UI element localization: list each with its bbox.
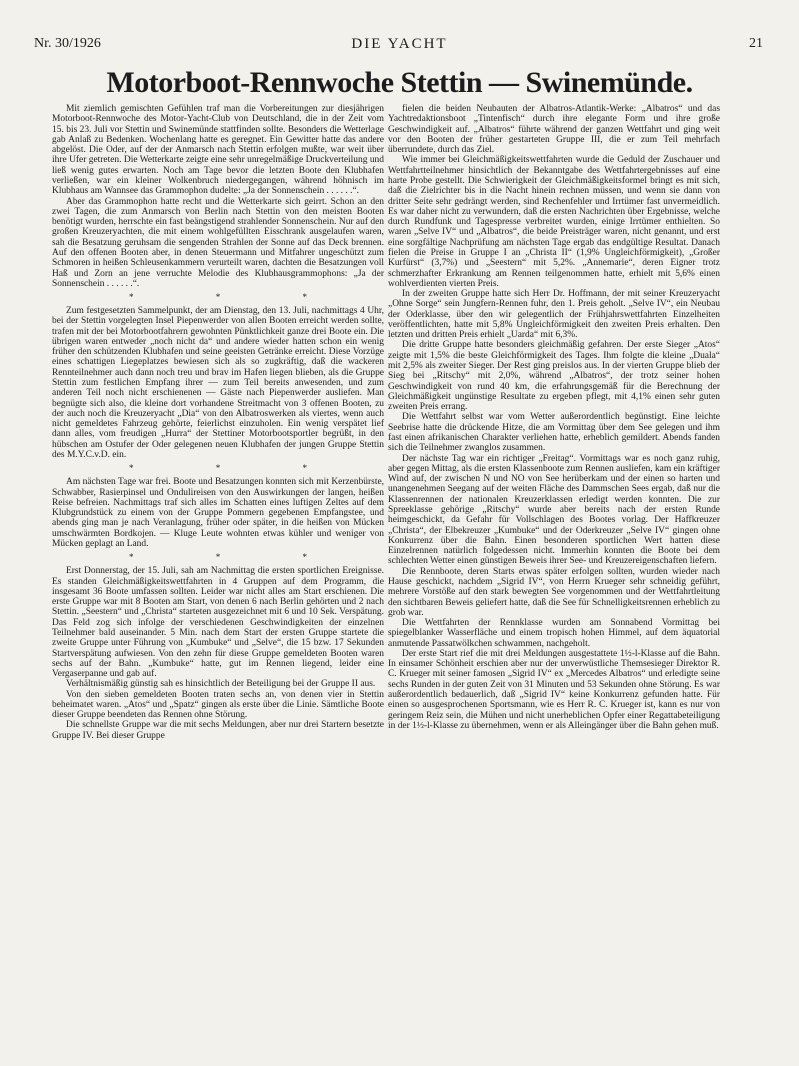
paragraph: Erst Donnerstag, der 15. Juli, sah am Nachmittag die ersten sportlichen Ereignisse. Es standen Gleichmäßigkeitswettfahrten in 4 Gruppen auf dem Programm, die insgesamt 36 Boote umfassen sollten. Leider war nicht alles am Start erschienen. Die erste Gruppe war mit 8 Booten am Start, von denen 6 nach Berlin gehörten und 2 nach Stettin. „Seestern“ und „Christa“ starteten ausgezeichnet mit 6 und 10 Sek. Verspätung. Das Feld zog sich infolge der verschiedenen Geschwindigkeiten der einzelnen Teilnehmer bald auseinander. 5 Min. nach dem Start der ersten Gruppe startete die zweite Gruppe unter Führung von „Kumbuke“ und „Selve“, die 15 bzw. 17 Sekunden Startverspätung aufwiesen. Von den zehn für diese Gruppe gemeldeten Booten waren sechs auf der Bahn. „Kumbuke“ hatte, gut im Rennen liegend, leider eine Vergaserpanne und gab auf. bbox=[52, 566, 384, 680]
paragraph: Zum festgesetzten Sammelpunkt, der am Dienstag, den 13. Juli, nachmittags 4 Uhr, bei der Stettin vorgelegten Insel Piepenwerder von allen Booten erreicht werden sollte, trafen mit der bei Motorbootfahrern gewohnten Pünktlichkeit ganze drei Boote ein. Die übrigen waren entweder „noch nicht da“ und andere wieder hatten schon ein wenig früher den schützenden Klubhafen und seine geeisten Getränke erreicht. Diese Vorzüge eines schattigen Liegeplatzes bewiesen sich als so zugkräftig, daß die wackeren Rennteilnehmer auch dann noch treu und brav im Hafen liegen blieben, als die Gruppe Stettin zum festlichen Empfang ihrer — zum Teil bereits anwesenden, und zum anderen Teil noch nicht erschienenen — Gäste nach Piepenwerder ausliefen. Man begnügte sich also, die kleine dort vorhandene Streitmacht von 3 offenen Booten, zu der auch noch die Kreuzeryacht „Dia“ von den Albatroswerken als viertes, wenn auch nicht gemeldetes Fahrzeug gehörte, feierlichst einzuholen. Ein wenig verspätet lief dann alles, vom freudigen „Hurra“ der Stettiner Motorbootsportler begrüßt, in den hübschen am Ostufer der Oder gelegenen neuen Klubhafen der jungen Gruppe Stettin des M.Y.C.v.D. ein. bbox=[52, 306, 384, 460]
paragraph: Von den sieben gemeldeten Booten traten sechs an, von denen vier in Stettin beheimatet waren. „Atos“ und „Spatz“ gingen als erste über die Linie. Sämtliche Boote dieser Gruppe beendeten das Rennen ohne Störung. bbox=[52, 689, 384, 721]
section-divider-stars: * * * bbox=[129, 463, 347, 474]
paragraph: Die Rennboote, deren Starts etwas später erfolgen sollten, wurden wieder nach Hause geschickt, nachdem „Sigrid IV“, von Herrn Krueger sehr schneidig geführt, mehrere Vorstöße auf den stark bewegten See vorgenommen und der Wettfahrtleitung den sichtbaren Beweis geliefert hatte, daß die See für Schnelligkeitsrennen erheblich zu grob war. bbox=[388, 566, 720, 618]
paragraph: fielen die beiden Neubauten der Albatros-Atlantik-Werke: „Albatros“ und das Yachtredaktionsboot „Tintenfisch“ durch ihre elegante Form und ihre große Geschwindigkeit auf. „Albatros“ führte während der ganzen Wettfahrt und ging weit vor den Booten der früher gestarteten Gruppe III, die er zum Teil mehrfach überrundete, durch das Ziel. bbox=[388, 104, 720, 156]
paragraph: Der erste Start rief die mit drei Meldungen ausgestattete 1½-l-Klasse auf die Bahn. In einsamer Schönheit erschien aber nur der unverwüstliche Themsesieger Direktor R. C. Krueger mit seiner famosen „Sigrid IV“ ex „Mercedes Albatros“ und erledigte seine sechs Runden in der guten Zeit von 31 Minuten und 53 Sekunden ohne Störung. Es war außerordentlich bedauerlich, daß „Sigrid IV“ keine Konkurrenz gefunden hatte. Für einen so ausgesprochenen Sportsmann, wie es Herr R. C. Krueger ist, kann es nur von geringem Reiz sein, die Mühen und nicht unerheblichen Opfer einer Regattabeteiligung in der 1½-l-Klasse zu übernehmen, wenn er als Alleingänger über die Bahn gehen muß. bbox=[388, 648, 720, 731]
paragraph: Wie immer bei Gleichmäßigkeitswettfahrten wurde die Geduld der Zuschauer und Wettfahrtteilnehmer hinsichtlich der Bekanntgabe des Wettfahrtergebnisses auf eine harte Probe gestellt. Die Schwierigkeit der Gleichmäßigkeitsformel bringt es mit sich, daß die Zielrichter bis in die Nacht hinein rechnen müssen, und wenn sie dann von dritter Seite sehr gedrängt werden, sind Rechenfehler und Irrtümer fast unvermeidlich. Es war daher nicht zu verwundern, daß die ersten Nachrichten über Ergebnisse, welche durch Rundfunk und Tagespresse verbreitet wurden, einige Irrtümer enthielten. So waren „Selve IV“ und „Albatros“, die beide Preisträger waren, nicht genannt, und erst eine sorgfältige Nachprüfung am nächsten Tage ergab das endgültige Resultat. Danach fielen die Preise in Gruppe I an „Christa II“ (1,9% Ungleichförmigkeit), „Großer Kurfürst“ (3,7%) und „Seestern“ mit 5,2%. „Annemarie“, deren Eigner trotz schmerzhafter Erkrankung am Rennen teilgenommen hatte, erhielt mit 5,6% einen wohlverdienten vierten Preis. bbox=[388, 155, 720, 289]
page-number: 21 bbox=[749, 36, 763, 51]
paragraph: Aber das Grammophon hatte recht und die Wetterkarte sich geirrt. Schon an den zwei Tagen, die zum Anmarsch von Berlin nach Stettin von den meisten Booten benötigt wurden, herrschte ein fast beängstigend strahlender Sonnenschein. Nur auf den großen Kreuzeryachten, die mit einem wohlgefüllten Eisschrank ausgelaufen waren, sah die Besatzung geruhsam die sengenden Strahlen der Sonne auf das Deck brennen. Auf den offenen Booten aber, in denen Steuermann und Mitfahrer ungeschützt zum Schmoren in heißen Schleusenkammern verurteilt waren, dachten die Besatzungen voll Haß und Zorn an jene verruchte Melodie des Klubhausgrammophons: „Ja der Sonnenschein . . . . . .“. bbox=[52, 196, 384, 289]
magazine-name: DIE YACHT bbox=[351, 36, 448, 52]
right-column bbox=[388, 104, 720, 731]
issue-number: Nr. 30/1926 bbox=[34, 36, 101, 51]
paragraph: Die schnellste Gruppe war die mit sechs Meldungen, aber nur drei Startern besetzte Gruppe IV. Bei dieser Gruppe bbox=[52, 720, 384, 741]
section-divider-stars: * * * bbox=[129, 552, 347, 563]
paragraph: Der nächste Tag war ein richtiger „Freitag“. Vormittags war es noch ganz ruhig, aber gegen Mittag, als die ersten Klassenboote zum Rennen ausliefen, kam ein kräftiger Wind auf, der zwischen N und NO von See herüberkam und der einen so harten und unangenehmen Seegang auf der weiten Fläche des Dammschen Sees ergab, daß nur die Klassenrennen der nationalen Kreuzerklassen erledigt werden konnten. Die zur Spreeklasse gehörige „Ritschy“ wurde aber bereits nach der ersten Runde heimgeschickt, da Gefahr für Vollschlagen des Bootes vorlag. Der Haffkreuzer „Christa“, der Elbekreuzer „Kumbuke“ und der Oderkreuzer „Selve IV“ gingen ohne Konkurrenz über die Bahn. Einen besonderen sportlichen Wert hatten diese Einzelrennen natürlich folgedessen nicht. Immerhin konnten die Boote bei dem schlechten Wetter einen günstigen Beweis ihrer See- und Kreuzereigenschaften liefern. bbox=[388, 453, 720, 567]
section-divider-stars: * * * bbox=[129, 292, 347, 303]
paragraph: Die Wettfahrten der Rennklasse wurden am Sonnabend Vormittag bei spiegelblanker Wasserfläche und einem tropisch hohen Himmel, auf dem äquatorial anmutende Passatwölkchen schwammen, nachgeholt. bbox=[388, 618, 720, 649]
paragraph: Die dritte Gruppe hatte besonders gleichmäßig gefahren. Der erste Sieger „Atos“ zeigte mit 1,5% die beste Gleichförmigkeit des Tages. Ihm folgte die kleine „Duala“ mit 2,5% als zweiter Sieger. Der Rest ging preislos aus. In der vierten Gruppe blieb der Sieg bei „Ritschy“ mit 2,0%, während „Albatros“, der trotz seiner hohen Geschwindigkeit von rund 40 km, die erfahrungsgemäß für die Berechnung der Gleichmäßigkeit ungünstige Resultate zu ergeben pflegt, mit 4,1% einen sehr guten zweiten Preis errang. bbox=[388, 340, 720, 413]
paragraph: Verhältnismäßig günstig sah es hinsichtlich der Beteiligung bei der Gruppe II aus. bbox=[66, 679, 376, 690]
paragraph: Die Wettfahrt selbst war vom Wetter außerordentlich begünstigt. Eine leichte Seebrise hatte die drückende Hitze, die am Vormittag über dem See gelegen und ihm fast einen afrikanischen Charakter verliehen hatte, erheblich gemildert. Abends fanden sich die Teilnehmer zwanglos zusammen. bbox=[388, 412, 720, 454]
left-column bbox=[52, 104, 384, 741]
paragraph: In der zweiten Gruppe hatte sich Herr Dr. Hoffmann, der mit seiner Kreuzeryacht „Ohne Sorge“ sein Jungfern-Rennen fuhr, den 1. Preis geholt. „Selve IV“, ein Neubau der Oderklasse, über den wir gelegentlich der Frühjahrswettfahrten Einzelheiten veröffentlichten, hatte mit 5,8% Ungleichförmigkeit den zweiten Preis erhalten. Den letzten und dritten Preis erhielt „Uarda“ mit 6,3%. bbox=[388, 289, 720, 341]
paragraph: Am nächsten Tage war frei. Boote und Besatzungen konnten sich mit Kerzenbürste, Schwabber, Rasierpinsel und Ondulireisen von den Auswirkungen der langen, heißen Reise befreien. Nachmittags traf sich alles im Schatten eines luftigen Zeltes auf dem Klubgrundstück zu einem von der Gruppe Pommern gegebenen Empfangstee, und abends ging man je nach Veranlagung, früher oder später, in die heißen von Mücken umschwärmten Bordkojen. — Kluge Leute wohnten etwas kühler und weniger von Mücken geplagt an Land. bbox=[52, 477, 384, 549]
paragraph: Mit ziemlich gemischten Gefühlen traf man die Vorbereitungen zur diesjährigen Motorboot-Rennwoche des Motor-Yacht-Club von Deutschland, die in der Zeit vom 15. bis 23. Juli vor Stettin und Swinemünde stattfinden sollte. Besonders die Wetterlage gab Anlaß zu Bedenken. Wochenlang hatte es geregnet. Ein Gewitter hatte das andere abgelöst. Die Oder, auf der der Anmarsch nach Stettin erfolgen mußte, war weit über ihre Ufer getreten. Die Wetterkarte zeigte eine sehr unregelmäßige Druckverteilung und ließ wenig gutes erwarten. Noch am Tage bevor die letzten Boote den Klubhafen verließen, war ein kleiner Wolkenbruch niedergegangen, während höhnisch im Klubhaus am Wannsee das Grammophon dudelte: „Ja der Sonnenschein . . . . . .“. bbox=[52, 104, 384, 197]
article-title: Motorboot-Rennwoche Stettin — Swinemünde. bbox=[106, 66, 693, 99]
